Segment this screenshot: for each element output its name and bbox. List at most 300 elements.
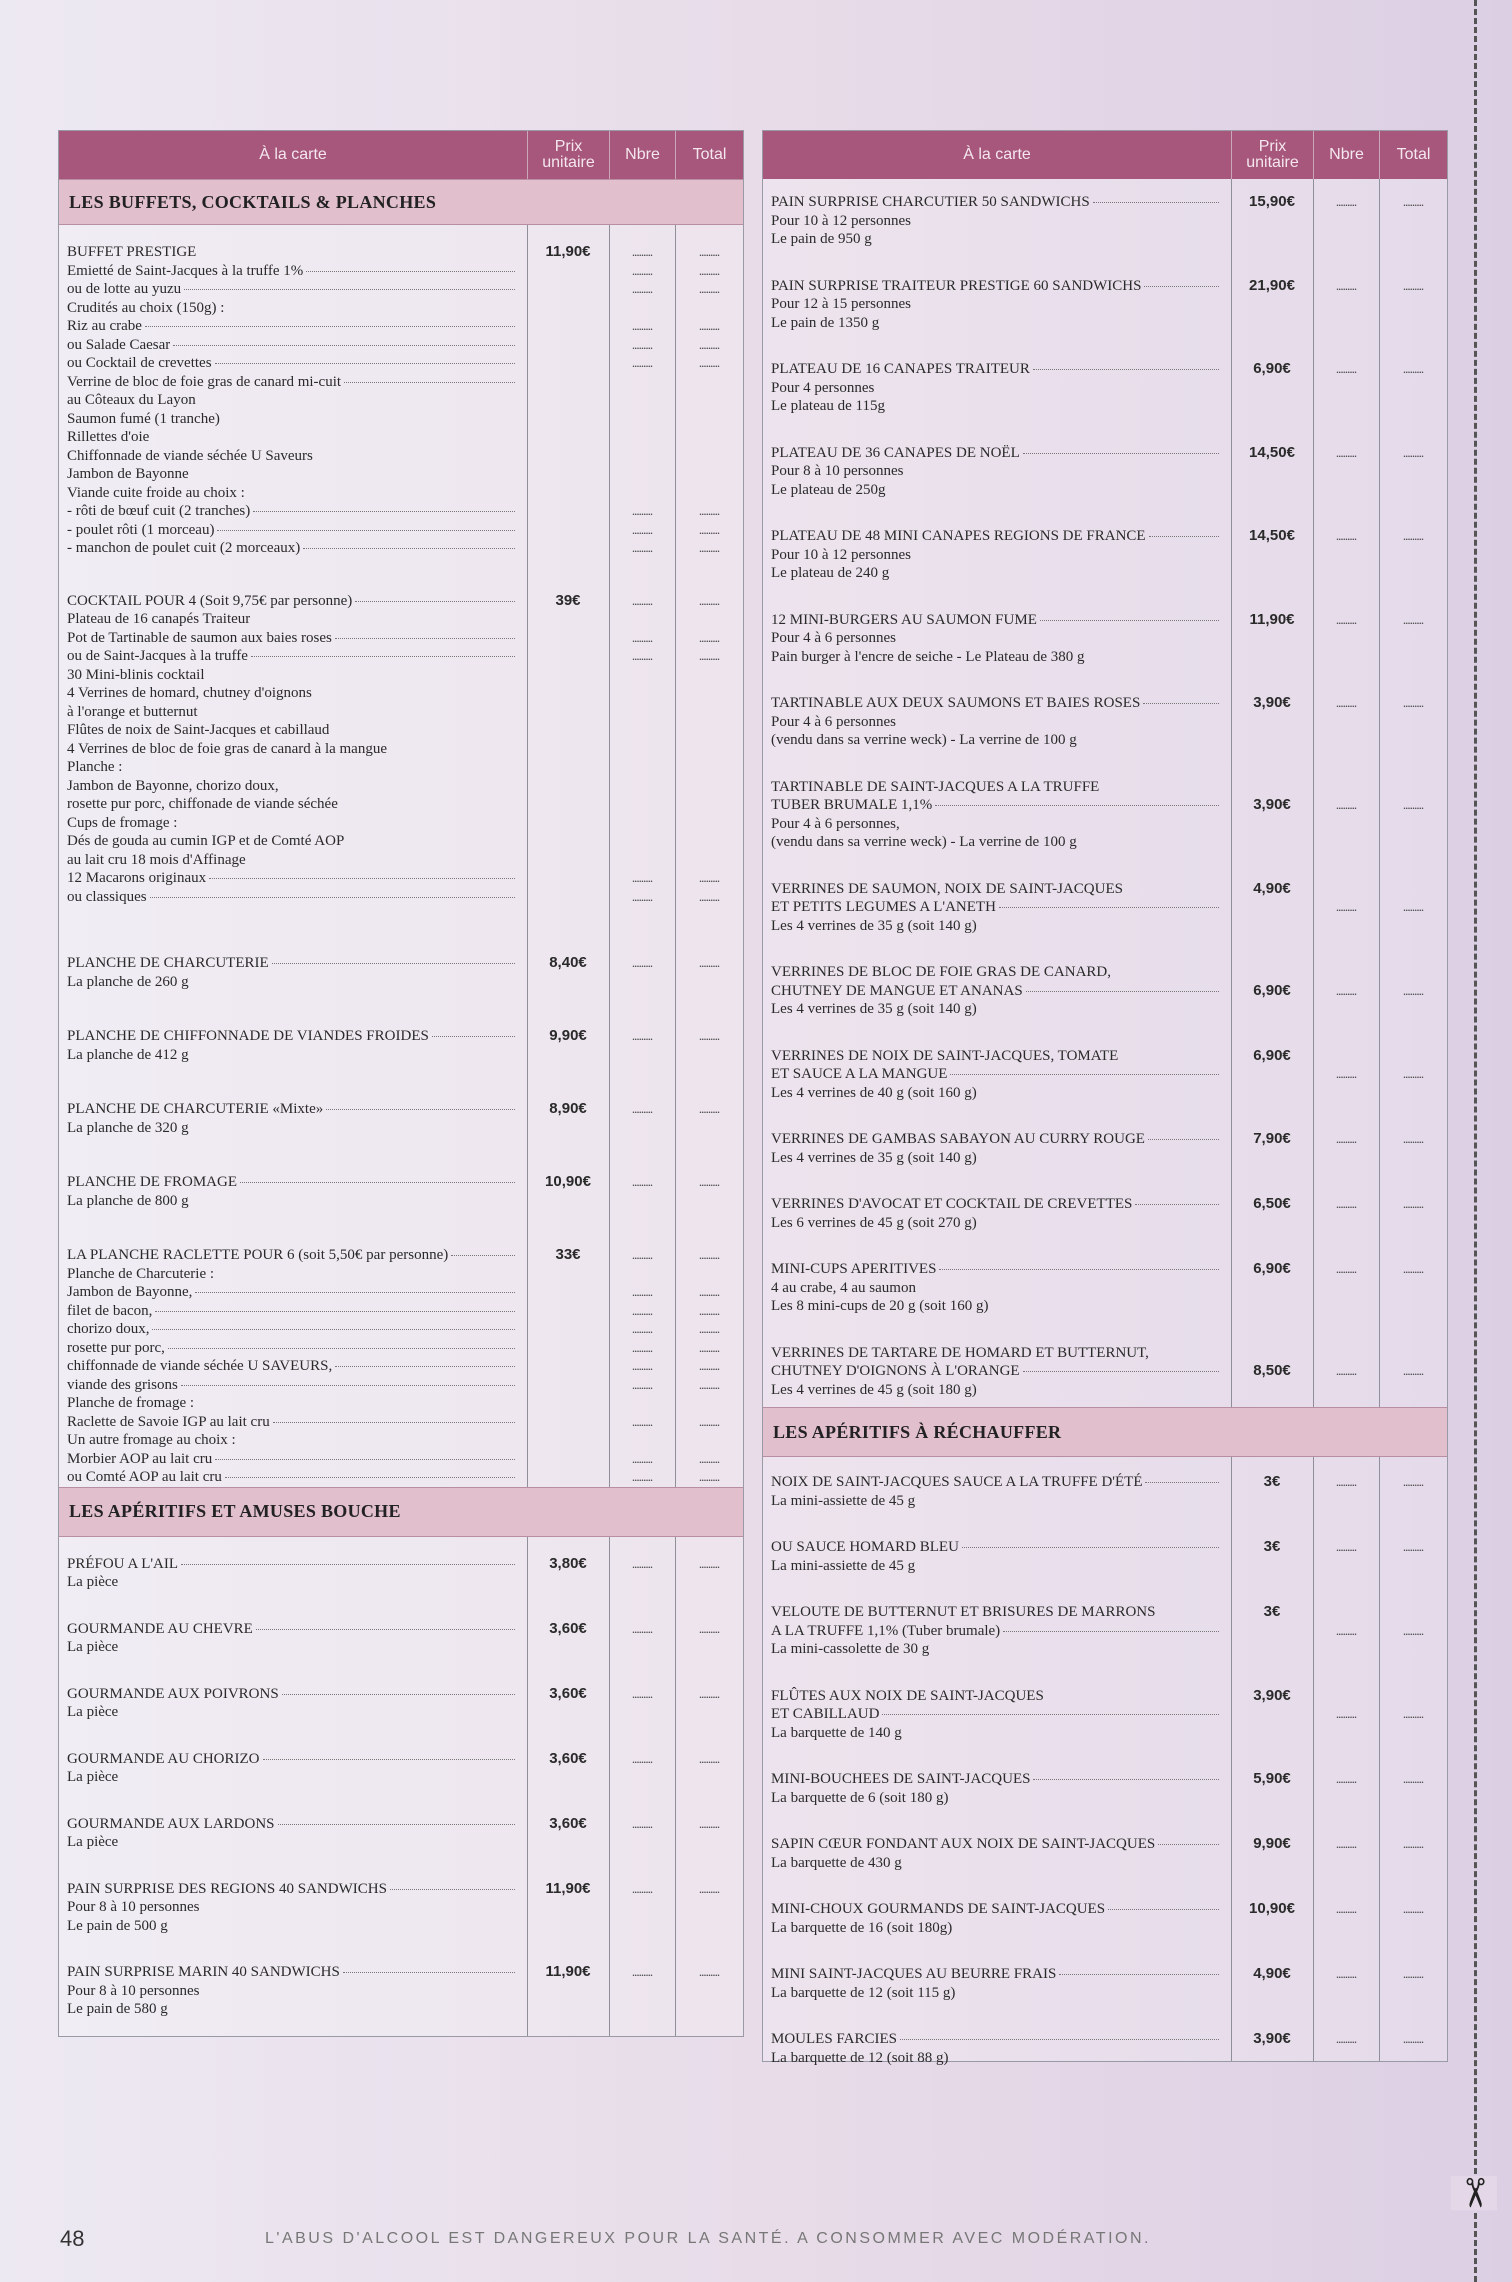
quantity-input[interactable]: ......... <box>631 1450 653 1466</box>
total-input[interactable]: ......... <box>698 1247 720 1262</box>
total-input[interactable]: ......... <box>698 1321 720 1336</box>
item-line <box>771 1687 1221 1706</box>
quantity-input[interactable]: ......... <box>631 1413 653 1429</box>
item-description <box>59 1173 527 1210</box>
item-line <box>67 465 517 484</box>
total-cell <box>1379 963 1447 1019</box>
quantity-input[interactable]: ......... <box>1335 797 1357 812</box>
total-input[interactable]: ......... <box>698 1358 720 1373</box>
total-input[interactable]: ......... <box>698 1555 720 1571</box>
quantity-input[interactable]: ......... <box>631 1620 653 1636</box>
menu-item <box>763 1473 1447 1510</box>
unit-price <box>1231 1984 1313 2003</box>
total-input[interactable]: ......... <box>1402 1196 1424 1211</box>
item-line-text: ou Cocktail de crevettes <box>67 355 212 371</box>
item-line <box>67 1450 517 1469</box>
total-input[interactable]: ......... <box>698 592 720 608</box>
quantity-input[interactable]: ......... <box>631 503 653 518</box>
total-cell <box>675 954 743 991</box>
item-line <box>771 193 1221 212</box>
empty-cell <box>1379 815 1447 834</box>
empty-cell <box>1379 833 1447 852</box>
quantity-input[interactable]: ......... <box>631 1321 653 1336</box>
item-description <box>763 1770 1231 1807</box>
right-price-table <box>762 130 1448 2066</box>
total-cell <box>675 1685 743 1722</box>
unit-price-cell <box>527 1880 609 1936</box>
empty-cell <box>675 1119 743 1138</box>
quantity-cell <box>1313 1603 1379 1659</box>
dot-leader <box>335 1366 515 1367</box>
quantity-input[interactable]: ......... <box>1335 2031 1357 2046</box>
total-cell <box>675 1173 743 1210</box>
quantity-input[interactable]: ......... <box>1335 1836 1357 1851</box>
quantity-input[interactable]: ......... <box>1335 1066 1357 1081</box>
total-input[interactable]: ......... <box>1402 797 1424 812</box>
total-input[interactable]: ......... <box>698 355 720 370</box>
item-line <box>67 795 517 814</box>
empty-cell <box>609 758 675 777</box>
item-line-text: Pot de Tartinable de saumon aux baies roses <box>67 629 332 646</box>
unit-price <box>527 740 609 759</box>
quantity-input[interactable]: ......... <box>631 592 653 608</box>
quantity-input[interactable]: ......... <box>631 521 653 537</box>
total-input[interactable]: ......... <box>698 1685 720 1701</box>
empty-cell <box>1379 397 1447 416</box>
quantity-input[interactable]: ......... <box>631 1750 653 1766</box>
dot-leader <box>282 1694 515 1695</box>
total-cell <box>1379 1965 1447 2002</box>
total-input[interactable]: ......... <box>698 336 720 352</box>
total-input[interactable]: ......... <box>1402 1539 1424 1554</box>
item-line <box>771 1603 1221 1622</box>
total-input[interactable]: ......... <box>698 244 720 259</box>
unit-price-cell <box>1231 1260 1313 1316</box>
empty-cell <box>1313 1724 1379 1743</box>
item-line <box>771 314 1221 333</box>
quantity-input[interactable]: ......... <box>1335 899 1357 914</box>
quantity-input[interactable]: ......... <box>631 1376 653 1392</box>
unit-price: 3,60€ <box>549 1684 587 1702</box>
total-cell <box>1379 611 1447 667</box>
item-line-text: PLATEAU DE 16 CANAPES TRAITEUR <box>771 361 1030 377</box>
item-line <box>771 694 1221 713</box>
item-line <box>67 317 517 336</box>
quantity-cell <box>1313 1047 1379 1103</box>
item-line-text: Viande cuite froide au choix : <box>67 484 245 501</box>
quantity-cell <box>1313 880 1379 936</box>
item-line <box>67 1620 517 1639</box>
unit-price: 3,80€ <box>549 1554 587 1572</box>
unit-price-cell <box>1231 444 1313 500</box>
dot-leader <box>1158 1844 1219 1845</box>
empty-cell <box>1379 731 1447 750</box>
total-input[interactable]: ......... <box>1402 528 1424 543</box>
total-input[interactable]: ......... <box>698 281 720 296</box>
item-line-text: La pièce <box>67 1834 119 1850</box>
item-line <box>771 277 1221 296</box>
total-input[interactable]: ......... <box>698 1964 720 1979</box>
item-line-text: Raclette de Savoie IGP au lait cru <box>67 1413 270 1430</box>
total-input[interactable]: ......... <box>698 1413 720 1429</box>
total-input[interactable]: ......... <box>698 888 720 904</box>
quantity-input[interactable]: ......... <box>1335 1966 1357 1981</box>
total-input[interactable]: ......... <box>698 1469 720 1484</box>
unit-price <box>527 1192 609 1211</box>
dot-leader <box>303 548 515 549</box>
quantity-input[interactable]: ......... <box>1335 1706 1357 1721</box>
total-input[interactable]: ......... <box>1402 611 1424 627</box>
total-input[interactable]: ......... <box>1402 899 1424 914</box>
quantity-input[interactable]: ......... <box>631 1469 653 1484</box>
menu-item <box>763 1195 1447 1232</box>
quantity-input[interactable]: ......... <box>1335 611 1357 627</box>
quantity-input[interactable]: ......... <box>631 1101 653 1116</box>
item-line <box>771 212 1221 231</box>
quantity-input[interactable]: ......... <box>631 888 653 904</box>
unit-price: 3,90€ <box>1253 796 1291 813</box>
empty-cell <box>1379 314 1447 333</box>
total-input[interactable]: ......... <box>1402 361 1424 376</box>
unit-price-cell <box>1231 963 1313 1019</box>
unit-price <box>527 1468 609 1487</box>
total-input[interactable]: ......... <box>698 1339 720 1355</box>
quantity-input[interactable]: ......... <box>1335 982 1357 998</box>
quantity-input[interactable]: ......... <box>631 244 653 259</box>
unit-price <box>1231 648 1313 667</box>
quantity-cell <box>609 1555 675 1592</box>
item-line <box>67 1468 517 1487</box>
item-line-text: Saumon fumé (1 tranche) <box>67 410 220 427</box>
empty-cell <box>675 1898 743 1917</box>
item-line <box>771 564 1221 583</box>
quantity-input[interactable]: ......... <box>1335 194 1357 209</box>
item-description <box>763 1130 1231 1167</box>
item-line-text: rosette pur porc, <box>67 1339 165 1356</box>
total-cell <box>675 592 743 907</box>
item-line-text: ET PETITS LEGUMES A L'ANETH <box>771 899 996 915</box>
total-input[interactable]: ......... <box>698 503 720 518</box>
empty-cell <box>609 832 675 851</box>
dot-leader <box>939 1269 1219 1270</box>
item-line-text: MINI SAINT-JACQUES AU BEURRE FRAIS <box>771 1966 1057 1982</box>
quantity-input[interactable]: ......... <box>1335 277 1357 293</box>
quantity-cell <box>1313 611 1379 667</box>
total-input[interactable]: ......... <box>698 1620 720 1636</box>
total-input[interactable]: ......... <box>1402 444 1424 460</box>
total-input[interactable]: ......... <box>1402 1261 1424 1276</box>
item-line-text: 4 Verrines de bloc de foie gras de canard à la mangue <box>67 740 388 757</box>
unit-price: 3,90€ <box>1253 694 1291 711</box>
total-input[interactable]: ......... <box>1402 1706 1424 1721</box>
item-line-text: FLÛTES AUX NOIX DE SAINT-JACQUES <box>771 1687 1044 1704</box>
item-line-text: 12 MINI-BURGERS AU SAUMON FUME <box>771 611 1037 628</box>
empty-cell <box>1379 481 1447 500</box>
quantity-cell <box>1313 1130 1379 1167</box>
item-line <box>67 1898 517 1917</box>
quantity-input[interactable]: ......... <box>631 1880 653 1896</box>
total-input[interactable]: ......... <box>698 1750 720 1766</box>
total-input[interactable]: ......... <box>1402 1836 1424 1851</box>
quantity-input[interactable]: ......... <box>1335 1474 1357 1489</box>
quantity-input[interactable]: ......... <box>1335 361 1357 376</box>
quantity-cell <box>1313 1687 1379 1743</box>
total-cell <box>675 1963 743 2019</box>
item-line-text: Un autre fromage au choix : <box>67 1432 236 1448</box>
quantity-input[interactable]: ......... <box>631 318 653 333</box>
quantity-input[interactable]: ......... <box>631 629 653 645</box>
quantity-input[interactable]: ......... <box>631 1685 653 1701</box>
item-line-text: VERRINES D'AVOCAT ET COCKTAIL DE CREVETTES <box>771 1196 1133 1212</box>
item-line <box>67 1173 517 1192</box>
total-input[interactable]: ......... <box>1402 1901 1424 1916</box>
item-line-text: SAPIN CŒUR FONDANT AUX NOIX DE SAINT-JACQUES <box>771 1836 1156 1852</box>
item-line-text: Les 4 verrines de 35 g (soit 140 g) <box>771 1149 977 1166</box>
unit-price <box>527 610 609 629</box>
quantity-input[interactable]: ......... <box>1335 1131 1357 1146</box>
empty-cell <box>609 684 675 703</box>
quantity-input[interactable]: ......... <box>1335 1539 1357 1554</box>
unit-price <box>1231 731 1313 750</box>
quantity-input[interactable]: ......... <box>631 336 653 352</box>
empty-cell <box>1379 629 1447 648</box>
total-cell <box>675 1620 743 1657</box>
total-input[interactable]: ......... <box>1402 695 1424 710</box>
total-input[interactable]: ......... <box>698 955 720 970</box>
empty-cell <box>1379 1640 1447 1659</box>
unit-price <box>527 721 609 740</box>
quantity-input[interactable]: ......... <box>1335 695 1357 710</box>
dot-leader <box>152 1329 515 1330</box>
item-description <box>763 1047 1231 1103</box>
quantity-input[interactable]: ......... <box>631 955 653 970</box>
empty-cell <box>675 1768 743 1787</box>
unit-price-cell <box>1231 1603 1313 1659</box>
item-line-text: viande des grisons <box>67 1376 178 1393</box>
legal-notice: L'ABUS D'ALCOOL EST DANGEREUX POUR LA SANTÉ. A CONSOMMER AVEC MODÉRATION. <box>265 2230 1151 2247</box>
total-input[interactable]: ......... <box>1402 982 1424 998</box>
empty-cell <box>1313 1492 1379 1511</box>
total-input[interactable]: ......... <box>698 1174 720 1189</box>
item-line-text: Pour 8 à 10 personnes <box>771 463 904 479</box>
total-input[interactable]: ......... <box>698 1880 720 1896</box>
empty-cell <box>609 1982 675 2001</box>
unit-price-cell <box>1231 1130 1313 1167</box>
total-input[interactable]: ......... <box>1402 277 1424 293</box>
quantity-input[interactable]: ......... <box>1335 1622 1357 1638</box>
item-line-text: - poulet rôti (1 morceau) <box>67 521 215 538</box>
item-line <box>67 1302 517 1321</box>
empty-cell <box>1379 2049 1447 2068</box>
item-line-text: GOURMANDE AU CHORIZO <box>67 1750 260 1767</box>
quantity-input[interactable]: ......... <box>631 355 653 370</box>
total-input[interactable]: ......... <box>698 1302 720 1318</box>
empty-cell <box>1379 1381 1447 1400</box>
quantity-input[interactable]: ......... <box>1335 1196 1357 1211</box>
item-description <box>763 694 1231 750</box>
item-line <box>67 447 517 466</box>
item-line <box>771 1297 1221 1316</box>
empty-cell <box>1379 1000 1447 1019</box>
quantity-input[interactable]: ......... <box>631 1555 653 1571</box>
total-input[interactable]: ......... <box>1402 1066 1424 1081</box>
unit-price: 9,90€ <box>549 1027 587 1044</box>
empty-cell <box>675 684 743 703</box>
unit-price <box>527 629 609 648</box>
menu-item <box>763 193 1447 249</box>
unit-price <box>527 1573 609 1592</box>
quantity-input[interactable]: ......... <box>1335 528 1357 543</box>
total-input[interactable]: ......... <box>1402 1966 1424 1981</box>
empty-cell <box>675 832 743 851</box>
item-line <box>771 1622 1221 1641</box>
empty-cell <box>1379 1344 1447 1363</box>
quantity-input[interactable]: ......... <box>631 1284 653 1299</box>
item-description <box>59 1880 527 1936</box>
quantity-input[interactable]: ......... <box>631 540 653 555</box>
total-cell <box>1379 444 1447 500</box>
quantity-cell <box>1313 1344 1379 1400</box>
quantity-input[interactable]: ......... <box>1335 1901 1357 1916</box>
menu-item <box>763 2030 1447 2067</box>
unit-price <box>527 1119 609 1138</box>
item-line-text: MINI-CUPS APERITIVES <box>771 1261 937 1277</box>
quantity-input[interactable]: ......... <box>631 648 653 663</box>
quantity-input[interactable]: ......... <box>1335 1363 1357 1378</box>
quantity-input[interactable]: ......... <box>1335 1261 1357 1276</box>
item-line-text: MINI-CHOUX GOURMANDS DE SAINT-JACQUES <box>771 1901 1106 1917</box>
item-line <box>67 1963 517 1982</box>
quantity-input[interactable]: ......... <box>631 1302 653 1318</box>
item-line-text: La planche de 412 g <box>67 1046 189 1063</box>
unit-price <box>527 2000 609 2019</box>
empty-cell <box>609 795 675 814</box>
unit-price <box>527 814 609 833</box>
empty-cell <box>1379 1789 1447 1808</box>
total-input[interactable]: ......... <box>1402 1474 1424 1489</box>
total-input[interactable]: ......... <box>1402 2031 1424 2046</box>
total-input[interactable]: ......... <box>698 1376 720 1392</box>
unit-price <box>1231 1279 1313 1298</box>
item-line <box>771 1084 1221 1103</box>
unit-price: 3€ <box>1263 1473 1281 1490</box>
empty-cell <box>675 610 743 629</box>
quantity-input[interactable]: ......... <box>631 870 653 885</box>
quantity-input[interactable]: ......... <box>631 1028 653 1043</box>
total-input[interactable]: ......... <box>698 1815 720 1831</box>
item-line <box>771 1854 1221 1873</box>
unit-price <box>527 1898 609 1917</box>
total-input[interactable]: ......... <box>1402 1622 1424 1638</box>
empty-cell <box>675 1982 743 2001</box>
unit-price-cell <box>1231 1835 1313 1872</box>
total-cell <box>675 243 743 558</box>
item-line <box>67 1413 517 1432</box>
item-description <box>763 1965 1231 2002</box>
unit-price <box>527 777 609 796</box>
unit-price-cell <box>1231 2030 1313 2067</box>
total-input[interactable]: ......... <box>698 1284 720 1299</box>
item-line-text: Chiffonnade de viande séchée U Saveurs <box>67 447 313 464</box>
total-input[interactable]: ......... <box>698 870 720 885</box>
quantity-cell <box>609 1100 675 1137</box>
total-input[interactable]: ......... <box>698 1101 720 1116</box>
item-line-text: ou classiques <box>67 888 147 905</box>
menu-item <box>763 444 1447 500</box>
item-line-text: TARTINABLE DE SAINT-JACQUES A LA TRUFFE <box>771 778 1100 795</box>
total-input[interactable]: ......... <box>1402 1771 1424 1786</box>
quantity-input[interactable]: ......... <box>1335 1771 1357 1786</box>
quantity-input[interactable]: ......... <box>631 1339 653 1355</box>
unit-price-cell <box>527 1620 609 1657</box>
menu-item <box>763 1047 1447 1103</box>
total-input[interactable]: ......... <box>1402 194 1424 209</box>
total-input[interactable]: ......... <box>1402 1131 1424 1146</box>
total-input[interactable]: ......... <box>698 540 720 555</box>
total-input[interactable]: ......... <box>1402 1363 1424 1378</box>
dot-leader <box>950 1074 1219 1075</box>
quantity-input[interactable]: ......... <box>631 1358 653 1373</box>
item-line <box>67 1357 517 1376</box>
empty-cell <box>609 1394 675 1413</box>
total-input[interactable]: ......... <box>698 318 720 333</box>
unit-price <box>527 391 609 410</box>
unit-price: 3,60€ <box>549 1749 587 1767</box>
item-line-text: La barquette de 6 (soit 180 g) <box>771 1789 949 1806</box>
unit-price-cell <box>1231 360 1313 416</box>
item-line <box>771 880 1221 899</box>
item-description <box>59 1246 527 1487</box>
unit-price-cell <box>1231 880 1313 936</box>
empty-cell <box>609 484 675 503</box>
total-input[interactable]: ......... <box>698 521 720 537</box>
item-line <box>67 869 517 888</box>
unit-price <box>1231 1344 1313 1363</box>
total-input[interactable]: ......... <box>698 262 720 278</box>
unit-price <box>527 410 609 429</box>
item-line-text: rosette pur porc, chiffonade de viande séchée <box>67 796 338 812</box>
item-line-text: Jambon de Bayonne <box>67 466 189 482</box>
dot-leader <box>145 326 515 327</box>
quantity-input[interactable]: ......... <box>631 1815 653 1831</box>
item-line <box>771 1557 1221 1576</box>
quantity-cell <box>609 1750 675 1787</box>
unit-price <box>527 1339 609 1358</box>
unit-price: 14,50€ <box>1249 527 1295 544</box>
item-line-text: (vendu dans sa verrine weck) - La verrine de 100 g <box>771 732 1077 748</box>
item-line <box>67 1573 517 1592</box>
total-input[interactable]: ......... <box>698 1450 720 1466</box>
total-input[interactable]: ......... <box>698 629 720 645</box>
item-description <box>59 243 527 558</box>
empty-cell <box>1313 1149 1379 1168</box>
dot-leader <box>1135 1204 1219 1205</box>
empty-cell <box>1313 1984 1379 2003</box>
quantity-input[interactable]: ......... <box>631 1964 653 1979</box>
quantity-input[interactable]: ......... <box>631 1174 653 1189</box>
total-input[interactable]: ......... <box>698 648 720 663</box>
quantity-input[interactable]: ......... <box>631 262 653 278</box>
quantity-input[interactable]: ......... <box>631 281 653 296</box>
item-line-text: A LA TRUFFE 1,1% (Tuber brumale) <box>771 1622 1001 1639</box>
item-line <box>67 280 517 299</box>
item-line-text: PRÉFOU A L'AIL <box>67 1555 179 1572</box>
empty-cell <box>1379 1603 1447 1622</box>
total-input[interactable]: ......... <box>698 1028 720 1043</box>
quantity-input[interactable]: ......... <box>631 1247 653 1262</box>
item-line-text: La planche de 320 g <box>67 1119 189 1136</box>
quantity-input[interactable]: ......... <box>1335 444 1357 460</box>
